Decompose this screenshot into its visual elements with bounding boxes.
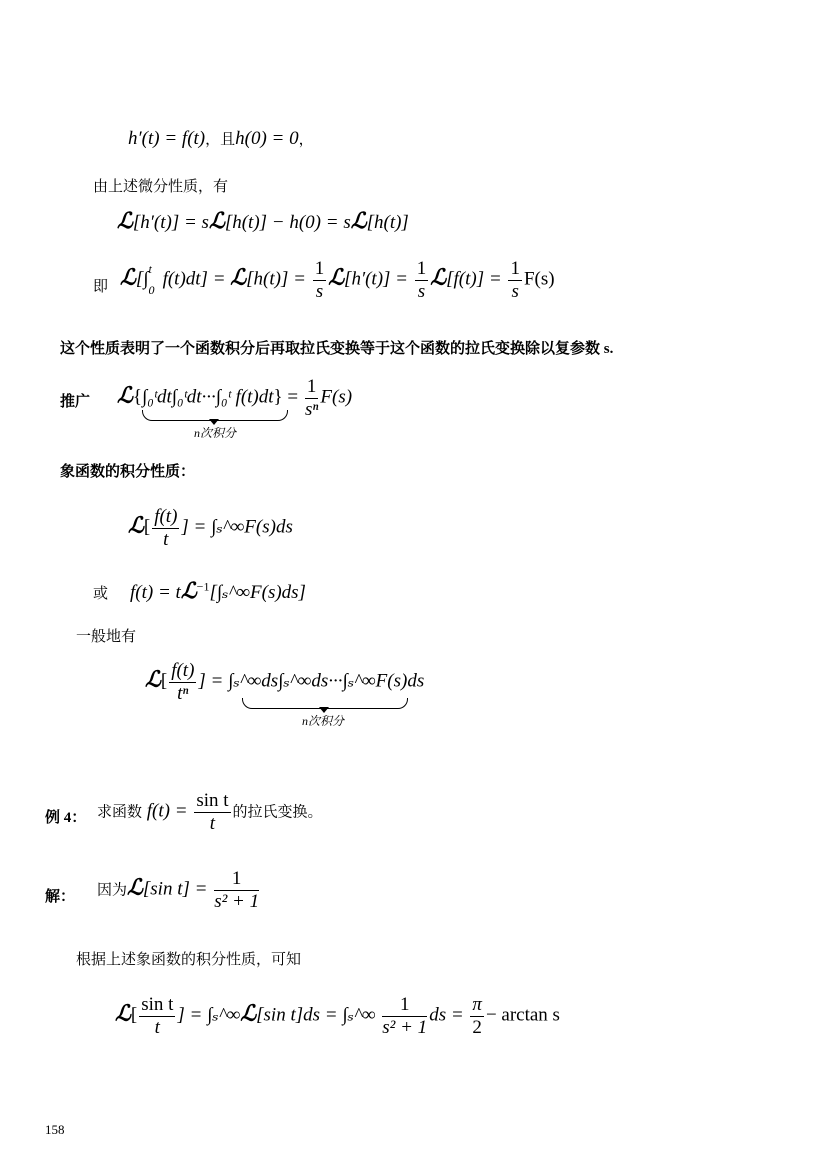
- formula-part: ] = ∫ₛ^∞: [177, 1004, 241, 1026]
- or-label: 或: [93, 586, 109, 602]
- formula-part: [sin t]ds = ∫ₛ^∞: [256, 1004, 376, 1026]
- fraction-num: 1: [214, 868, 259, 891]
- fraction-num: π: [472, 994, 482, 1015]
- section-heading: 象函数的积分性质：: [60, 464, 196, 480]
- example-text: 的拉氏变换。: [232, 804, 323, 821]
- fraction-den: t: [209, 812, 216, 834]
- laplace-symbol: ℒ: [350, 208, 367, 234]
- fraction-num: sin t: [196, 790, 229, 811]
- general-formula: ℒ[ $\frac{f(t)}{\text{tⁿ}}$ ] = ∫ₛ^∞ds∫ₛ^∞ds···∫ₛ^∞F(s)ds: [145, 660, 425, 704]
- fraction-num: f(t): [154, 506, 178, 527]
- formula-part: f(t) = t: [130, 582, 181, 603]
- line-3-formula: [117, 208, 409, 234]
- formula-part: [sin t] =: [142, 878, 208, 900]
- fraction-den: sⁿ: [304, 398, 319, 420]
- line-4-label: 即: [93, 279, 109, 295]
- fraction: [415, 258, 429, 303]
- h-zero-eq: h(0) = 0: [235, 128, 299, 149]
- fraction-num: 1: [314, 258, 325, 279]
- final-formula: ℒ[ $\frac{\text{sin t}}{t}$ ] = ∫ₛ^∞ℒ[sin t]ds = ∫ₛ^∞ $\frac{1}{\text{s² + 1}}$ ds = $\frac{\pi}{2}$ − arctan s: [115, 994, 560, 1038]
- conclusion-text: 根据上述象函数的积分性质，可知: [76, 952, 302, 968]
- formula-part: [∫: [135, 268, 149, 290]
- formula-part: ] = ∫ₛ^∞F(s)ds: [181, 516, 293, 538]
- laplace-symbol: ℒ: [128, 512, 144, 539]
- line-4-formula: [120, 258, 555, 303]
- nested-integrals: ∫₀ᵗdt∫₀ᵗdt···∫₀ᵗ f(t)dt: [141, 386, 274, 408]
- fraction: [194, 790, 230, 835]
- laplace-symbol: ℒ: [117, 208, 133, 234]
- fraction-num: 1: [416, 258, 427, 279]
- line-1: [128, 128, 314, 150]
- fraction-num: sin t: [141, 994, 174, 1015]
- fraction-den: s² + 1: [382, 1016, 428, 1038]
- open-brace: {: [132, 386, 142, 408]
- laplace-symbol: ℒ: [328, 264, 345, 291]
- underbrace-label: n次积分: [302, 714, 345, 728]
- laplace-symbol: ℒ: [115, 1000, 131, 1027]
- formula-part: ] = ∫ₛ^∞ds∫ₛ^∞ds···∫ₛ^∞F(s)ds: [198, 670, 425, 692]
- fraction-den: s: [511, 280, 519, 302]
- example-statement: [97, 790, 323, 835]
- formula-part: [h(t)] − h(0) = s: [224, 212, 351, 233]
- fraction-den: s: [315, 280, 324, 302]
- page-number: 158: [45, 1122, 65, 1137]
- laplace-symbol: ℒ: [180, 578, 197, 604]
- generalization-label: 推广: [60, 394, 91, 410]
- lower-limit: 0: [148, 282, 155, 297]
- fraction: [508, 258, 522, 303]
- fraction: [152, 506, 179, 551]
- h-prime-eq-f: h′(t) = f(t): [128, 128, 206, 149]
- fraction: [169, 660, 196, 705]
- fraction: [382, 994, 427, 1039]
- example-text: 求函数: [97, 804, 143, 821]
- text-and: ，且: [205, 132, 236, 148]
- laplace-symbol: ℒ: [230, 264, 247, 291]
- solution-text: 因为: [97, 882, 128, 899]
- fraction-den: s: [417, 280, 426, 302]
- laplace-symbol: ℒ: [117, 382, 133, 409]
- line-2-text: 由上述微分性质，有: [93, 179, 229, 195]
- laplace-symbol: ℒ: [240, 1000, 257, 1027]
- property-statement: 这个性质表明了一个函数积分后再取拉氏变换等于这个函数的拉氏变换除以复参数 s.: [60, 341, 614, 357]
- example-label: 例 4：: [45, 810, 87, 826]
- formula-part: [h′(t)] = s: [132, 212, 209, 233]
- integral-property-formula: ℒ[ $\frac{f(t)}{t}$ ] = ∫ₛ^∞F(s)ds: [128, 506, 293, 550]
- fraction-num: 1: [306, 376, 317, 397]
- formula-part: [h(t)] =: [246, 268, 306, 290]
- comma: ，: [298, 132, 314, 148]
- formula-part: [f(t)] =: [446, 268, 502, 290]
- inverse-formula: [130, 578, 306, 604]
- formula-part: ds =: [429, 1004, 464, 1026]
- fraction: [139, 994, 175, 1039]
- solution-statement: [97, 868, 261, 913]
- general-text: 一般地有: [76, 629, 137, 645]
- formula-part: F(s): [523, 268, 555, 290]
- fraction: [313, 258, 327, 303]
- fraction: [214, 868, 259, 913]
- formula-part: [∫ₛ^∞F(s)ds]: [209, 582, 306, 603]
- fraction-num: 1: [510, 258, 520, 279]
- fraction-num: f(t): [171, 660, 195, 681]
- formula-part: F(s): [320, 386, 353, 408]
- close-brace: } =: [273, 386, 299, 408]
- formula-part: f(t) =: [146, 800, 188, 822]
- upper-limit: t: [148, 262, 152, 277]
- fraction-num: 1: [382, 994, 427, 1017]
- laplace-symbol: ℒ: [208, 208, 225, 234]
- fraction-den: s² + 1: [214, 890, 260, 912]
- laplace-symbol: ℒ: [430, 264, 447, 291]
- formula-part: [h(t)]: [366, 212, 409, 233]
- inverse-sup: −1: [196, 579, 210, 594]
- laplace-symbol: ℒ: [145, 666, 161, 693]
- formula-part: f(t)dt] =: [157, 268, 226, 290]
- formula-part: [h′(t)] =: [344, 268, 408, 290]
- fraction-den: 2: [472, 1016, 482, 1038]
- formula-part: − arctan s: [485, 1004, 560, 1026]
- fraction-den: t: [154, 1016, 160, 1038]
- solution-label: 解：: [45, 889, 76, 905]
- laplace-symbol: ℒ: [127, 874, 143, 901]
- fraction: [470, 994, 484, 1039]
- laplace-symbol: ℒ: [120, 264, 136, 291]
- fraction-den: t: [163, 528, 169, 550]
- underbrace-label: n次积分: [194, 426, 237, 440]
- fraction: [305, 376, 319, 421]
- fraction-den: tⁿ: [177, 682, 189, 704]
